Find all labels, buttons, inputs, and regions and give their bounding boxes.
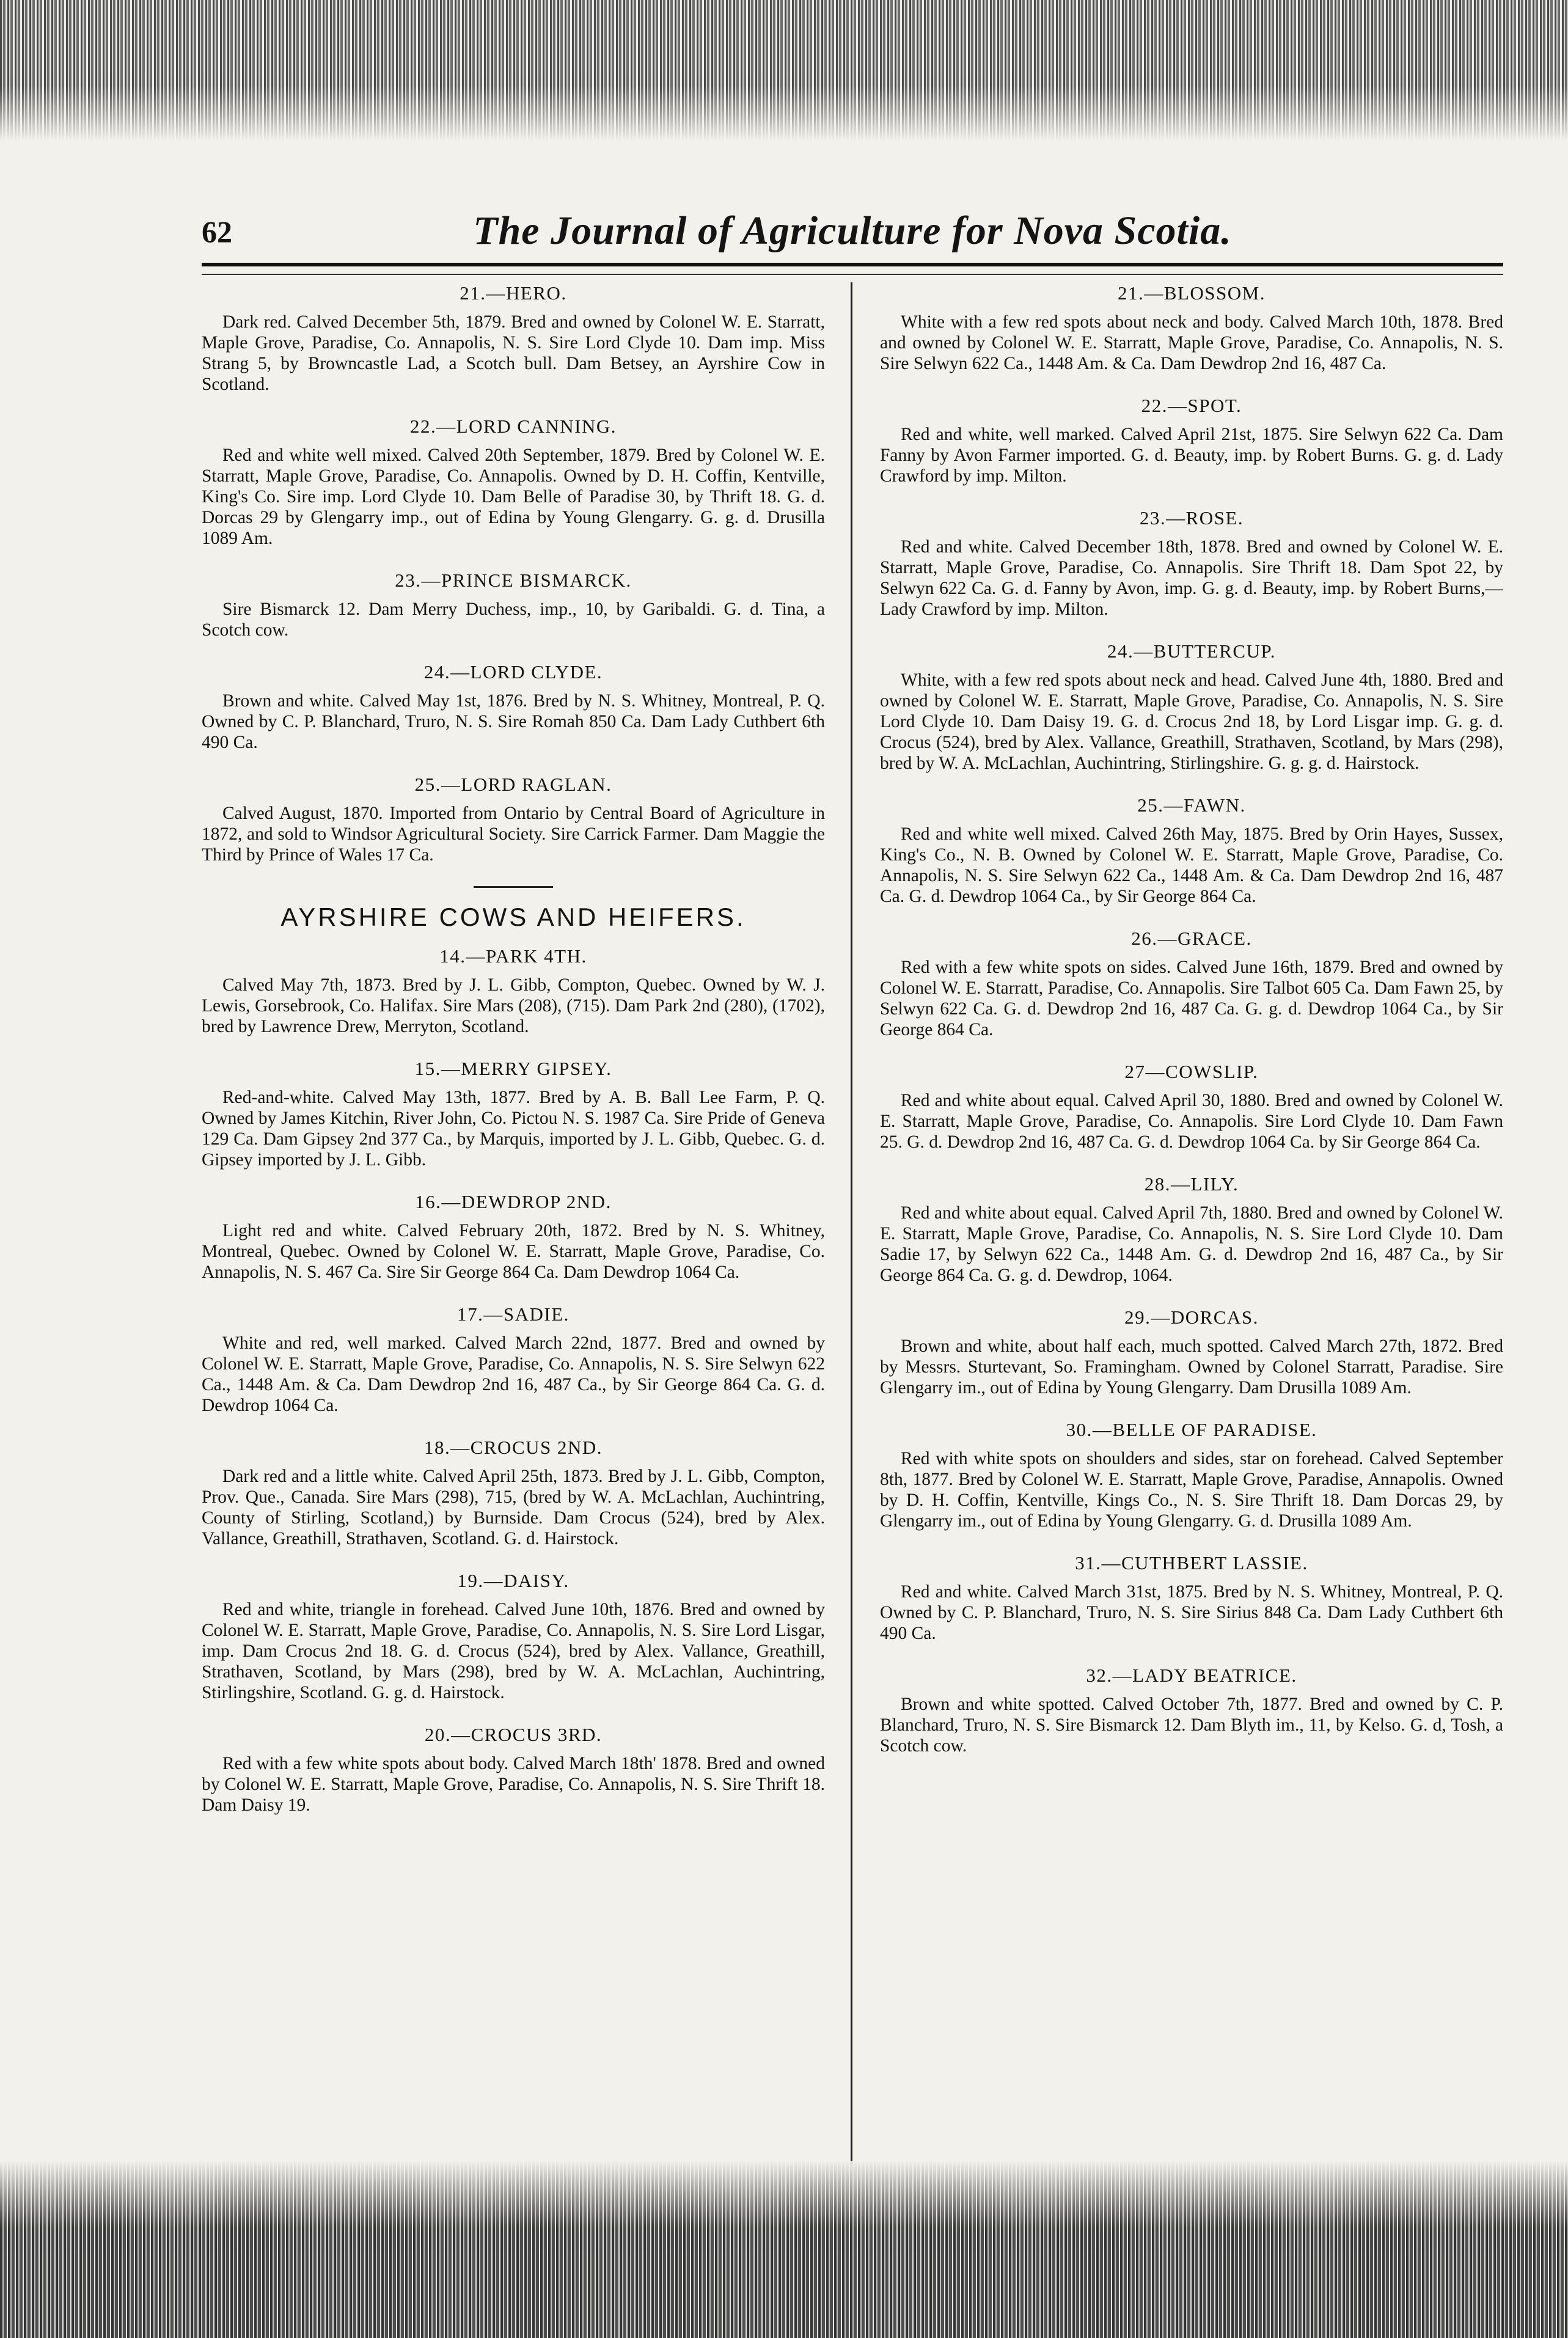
entry-text: Brown and white spotted. Calved October 7th, 1877. Bred and owned by C. P. Blanchard, Truro, N. S. Sire Bismarck 12. Dam Blyth im., 11, by Kelso. G. d, Tosh, a Scotch cow. [880,1695,1503,1756]
entry-title: 31.—CUTHBERT LASSIE. [1075,1552,1308,1574]
cow-entries-right [880,282,1503,1756]
entry-title: 17.—SADIE. [457,1303,570,1325]
section-divider [474,886,553,888]
entry [202,416,825,549]
scan-noise-bottom [0,2161,1568,2338]
entry-title: 23.—ROSE. [1139,507,1244,529]
entry-text: Calved May 7th, 1873. Bred by J. L. Gibb, Compton, Quebec. Owned by W. J. Lewis, Gorsebrook, Co. Halifax. Sire Mars (208), (715). Dam Park 2nd (280), (1702), bred by Lawrence Drew, Merryton, Scotland. [202,975,825,1036]
entry [880,1552,1503,1644]
page-header [202,208,1503,266]
entry-text: Calved August, 1870. Imported from Ontario by Central Board of Agriculture in 1872, and sold to Windsor Agricultural Society. Sire Carrick Farmer. Dam Maggie the Third by Prince of Wales 17 Ca. [202,804,825,865]
entry-title: 16.—DEWDROP 2ND. [415,1191,612,1212]
entry [880,395,1503,486]
entry-text: Light red and white. Calved February 20th, 1872. Bred by N. S. Whitney, Montreal, Quebec. Owned by Colonel W. E. Starratt, Maple Grove, Paradise, Co. Annapolis, N. S. 467 Ca. Sire Sir George 864 Ca. Dam Dewdrop 1064 Ca. [202,1221,825,1282]
entry [202,945,825,1037]
entry-text: Red and white, well marked. Calved April 21st, 1875. Sire Selwyn 622 Ca. Dam Fanny by Avon Farmer imported. G. d. Beauty, imp. by Robert Burns. G. g. d. Lady Crawford by imp. Milton. [880,425,1503,486]
entry-title: 25.—FAWN. [1137,794,1246,816]
entry-title: 30.—BELLE OF PARADISE. [1066,1419,1317,1440]
entry-title: 15.—MERRY GIPSEY. [414,1058,612,1079]
entry-text: Sire Bismarck 12. Dam Merry Duchess, imp., 10, by Garibaldi. G. d. Tina, a Scotch cow. [202,599,825,640]
page-number: 62 [202,214,232,249]
scan-noise-top [0,0,1568,141]
journal-title: The Journal of Agriculture for Nova Scotia. [473,208,1232,253]
entry-title: 32.—LADY BEATRICE. [1086,1665,1297,1686]
entry-title: 24.—BUTTERCUP. [1107,640,1276,662]
entry [880,928,1503,1040]
entry [202,1570,825,1703]
entry-title: 22.—LORD CANNING. [409,416,617,437]
entry-title: 26.—GRACE. [1131,928,1252,949]
column-divider [851,282,852,2164]
entry-text: Red with white spots on shoulders and sides, star on forehead. Calved September 8th, 1877. Bred by Colonel W. E. Starratt, Maple Grove, Paradise, Annapolis. Owned by D. H. Coffin, Kentville, Kings Co., N. S. Sire Thrift 18. Dam Dorcas 29, by Glengarry im., out of Edina by Young Glengarry. G. d. Drusilla 1089 Am. [880,1449,1503,1531]
entry-title: 22.—SPOT. [1141,395,1242,416]
entry-title: 18.—CROCUS 2ND. [423,1437,603,1458]
entry [202,1191,825,1283]
entry-text: Red with a few white spots on sides. Calved June 16th, 1879. Bred and owned by Colonel W. E. Starratt, Paradise, Co. Annapolis. Sire Talbot 605 Ca. Dam Fawn 25, by Selwyn 622 Ca. G. d. Dewdrop 2nd 16, 487 Ca. G. g. d. Dewdrop 1064 Ca., by Sir George 864 Ca. [880,958,1503,1039]
bull-entries [202,282,825,865]
entry-text: Dark red and a little white. Calved April 25th, 1873. Bred by J. L. Gibb, Compton, Prov. Que., Canada. Sire Mars (298), 715, (bred by W. A. McLachlan, Auchintring, County of Stirling, Scotland,) by Burnside. Dam Crocus (524), bred by Alex. Vallance, Greathill, Strathaven, Scotland. G. d. Hairstock. [202,1467,825,1548]
entry [202,282,825,395]
entry [880,282,1503,374]
entry-title: 20.—CROCUS 3RD. [424,1724,603,1745]
entry [880,1061,1503,1153]
right-column [880,282,1503,1777]
entry [202,774,825,865]
entry-title: 19.—DAISY. [457,1570,570,1591]
entry [202,1058,825,1170]
entry-text: Red and white well mixed. Calved 26th May, 1875. Bred by Orin Hayes, Sussex, King's Co., N. B. Owned by Colonel W. E. Starratt, Maple Grove, Paradise, Co. Annapolis, N. S. Sire Selwyn 622 Ca., 1448 Am. & Ca. Dam Dewdrop 2nd 16, 487 Ca. G. d. Dewdrop 1064 Ca., by Sir George 864 Ca. [880,824,1503,906]
entry [880,1306,1503,1398]
entry-text: Red and white well mixed. Calved 20th September, 1879. Bred by Colonel W. E. Starratt, Maple Grove, Paradise, Co. Annapolis. Owned by D. H. Coffin, Kentville, King's Co. Sire imp. Lord Clyde 10. Dam Belle of Paradise 30, by Thrift 18. G. d. Dorcas 29 by Glengarry imp., out of Edina by Young Glengarry. G. g. d. Drusilla 1089 Am. [202,445,825,548]
entry-text: Brown and white. Calved May 1st, 1876. Bred by N. S. Whitney, Montreal, P. Q. Owned by C. P. Blanchard, Truro, N. S. Sire Romah 850 Ca. Dam Lady Cuthbert 6th 490 Ca. [202,691,825,752]
entry-text: White, with a few red spots about neck and head. Calved June 4th, 1880. Bred and owned by Colonel W. E. Starratt, Maple Grove, Paradise, Co. Annapolis, N. S. Sire Lord Clyde 10. Dam Daisy 19. G. d. Crocus 2nd 18, by Lord Lisgar imp. G. g. d. Crocus (524), bred by Alex. Vallance, Greathill, Strathaven, Scotland, by Mars (298), bred by W. A. McLachlan, Auchintring, Stirlingshire. G. g. g. d. Hairstock. [880,670,1503,773]
entry-title: 21.—BLOSSOM. [1118,282,1266,304]
entry-title: 14.—PARK 4TH. [439,945,587,967]
entry-title: 25.—LORD RAGLAN. [414,774,612,795]
left-column [202,282,825,1836]
entry [880,1173,1503,1286]
entry [202,570,825,640]
entry-text: Red and white about equal. Calved April 7th, 1880. Bred and owned by Colonel W. E. Starratt, Maple Grove, Paradise, Co. Annapolis, N. S. Sire Lord Clyde 10. Dam Sadie 17, by Selwyn 622 Ca., 1448 Am. G. d. Dewdrop 2nd 16, 487 Ca., by Sir George 864 Ca. G. g. d. Dewdrop, 1064. [880,1203,1503,1285]
entry-title: 21.—HERO. [460,282,567,304]
entry [880,640,1503,774]
entry [202,1437,825,1549]
entry-text: White and red, well marked. Calved March 22nd, 1877. Bred and owned by Colonel W. E. Starratt, Maple Grove, Paradise, Co. Annapolis, N. S. Sire Selwyn 622 Ca., 1448 Am. & Ca. Dam Dewdrop 2nd 16, 487 Ca., by Sir George 864 Ca. G. d. Dewdrop 1064 Ca. [202,1333,825,1415]
header-rule [202,274,1503,275]
entry [202,1724,825,1816]
entry-text: Red and white, triangle in forehead. Calved June 10th, 1876. Bred and owned by Colonel W. E. Starratt, Maple Grove, Paradise, Co. Annapolis, N. S. Sire Lord Lisgar, imp. Dam Crocus 2nd 18. G. d. Crocus (524), bred by Alex. Vallance, Greathill, Strathaven, Scotland, by Mars (298), bred by W. A. McLachlan, Auchintring, Stirlingshire, Scotland. G. g. d. Hairstock. [202,1600,825,1702]
entry-title: 28.—LILY. [1144,1173,1239,1195]
entry-text: Red with a few white spots about body. Calved March 18th' 1878. Bred and owned by Colonel W. E. Starratt, Maple Grove, Paradise, Co. Annapolis, N. S. Sire Thrift 18. Dam Daisy 19. [202,1754,825,1815]
entry-text: Red and white. Calved March 31st, 1875. Bred by N. S. Whitney, Montreal, P. Q. Owned by C. P. Blanchard, Truro, N. S. Sire Sirius 848 Ca. Dam Lady Cuthbert 6th 490 Ca. [880,1582,1503,1643]
cow-entries-left [202,945,825,1816]
entry [202,661,825,753]
entry [880,1419,1503,1531]
entry-title: 24.—LORD CLYDE. [423,661,603,683]
entry [202,1303,825,1416]
entry-text: Red-and-white. Calved May 13th, 1877. Bred by A. B. Ball Lee Farm, P. Q. Owned by James Kitchin, River John, Co. Pictou N. S. 1987 Ca. Sire Pride of Geneva 129 Ca. Dam Gipsey 2nd 377 Ca., by Marquis, imported by J. L. Gibb, Quebec. G. d. Gipsey imported by J. L. Gibb. [202,1088,825,1170]
entry [880,1665,1503,1756]
entry-text: Red and white. Calved December 18th, 1878. Bred and owned by Colonel W. E. Starratt, Maple Grove, Paradise, Co. Annapolis. Sire Thrift 18. Dam Spot 22, by Selwyn 622 Ca. G. d. Fanny by Avon, imp. G. g. d. Beauty, imp. by Robert Burns,—Lady Crawford by imp. Milton. [880,537,1503,619]
entry-text: White with a few red spots about neck and body. Calved March 10th, 1878. Bred and owned by Colonel W. E. Starratt, Maple Grove, Paradise, Co. Annapolis, N. S. Sire Selwyn 622 Ca., 1448 Am. & Ca. Dam Dewdrop 2nd 16, 487 Ca. [880,312,1503,373]
entry-text: Dark red. Calved December 5th, 1879. Bred and owned by Colonel W. E. Starratt, Maple Grove, Paradise, Co. Annapolis, N. S. Sire Lord Clyde 10. Dam imp. Miss Strang 5, by Browncastle Lad, a Scotch bull. Dam Betsey, an Ayrshire Cow in Scotland. [202,312,825,394]
entry-title: 27—COWSLIP. [1124,1061,1259,1082]
entry [880,794,1503,907]
entry-title: 29.—DORCAS. [1124,1306,1259,1328]
entry-text: Red and white about equal. Calved April 30, 1880. Bred and owned by Colonel W. E. Starratt, Maple Grove, Paradise, Co. Annapolis. Sire Lord Clyde 10. Dam Fawn 25. G. d. Dewdrop 2nd 16, 487 Ca. G. d. Dewdrop 1064 Ca. by Sir George 864 Ca. [880,1091,1503,1152]
entry-text: Brown and white, about half each, much spotted. Calved March 27th, 1872. Bred by Messrs. Sturtevant, So. Framingham. Owned by Colonel Starratt, Paradise. Sire Glengarry im., out of Edina by Young Glengarry. Dam Drusilla 1089 Am. [880,1336,1503,1398]
entry [880,507,1503,620]
entry-title: 23.—PRINCE BISMARCK. [395,570,632,591]
section-heading: AYRSHIRE COWS AND HEIFERS. [280,903,746,931]
